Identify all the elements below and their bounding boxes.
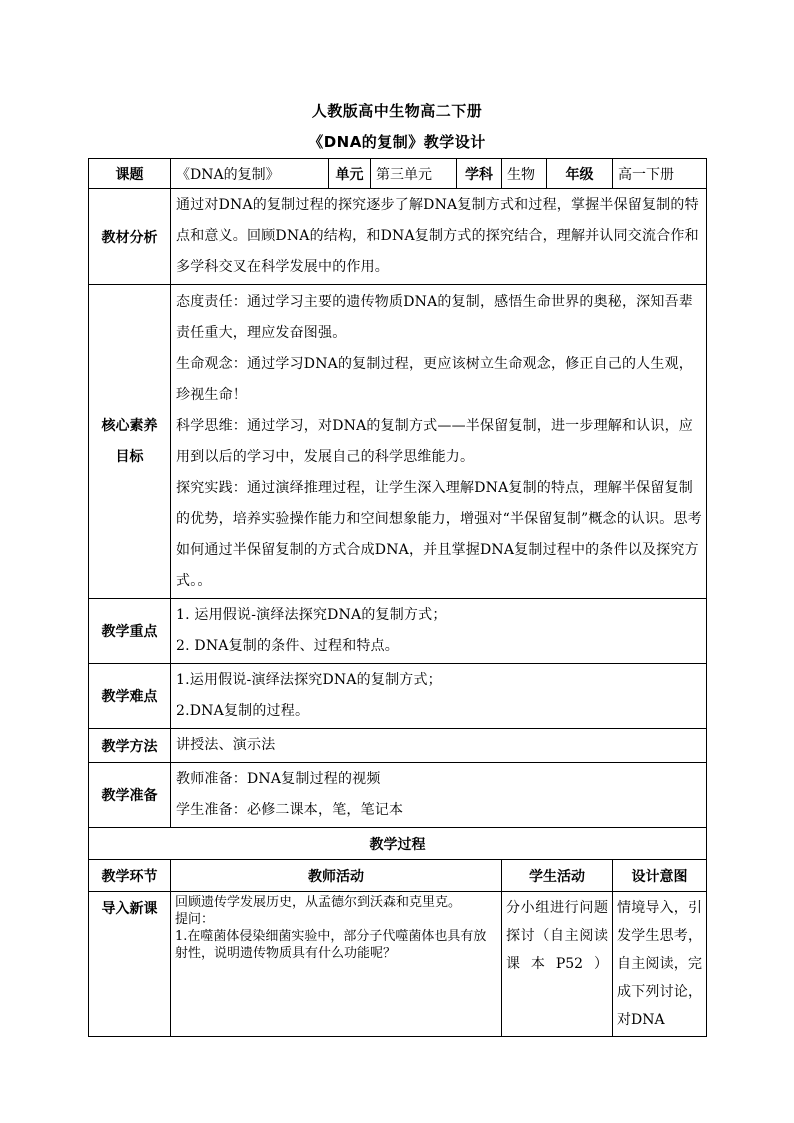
methods-text: 讲授法、演示法 [171,729,707,763]
difficulties-label: 教学难点 [89,664,171,729]
goal-life-concept: 生命观念：通过学习DNA的复制过程，更应该树立生命观念，修正自己的人生观，珍视生命！ [176,355,693,403]
preparation-label: 教学准备 [89,763,171,828]
process-row [89,892,707,1037]
process-teacher-activity: 回顾遗传学发展历史，从孟德尔到沃森和克里克。 提问： 1.在噬菌体侵染细菌实验中，部分子代噬菌体也具有放射性，说明遗传物质具有什么功能呢？ [171,892,502,1037]
lesson-plan-table [88,158,707,1037]
core-goals-row [89,285,707,599]
key-points-text [171,599,707,664]
process-design-intent: 情境导入，引发学生思考，自主阅读，完成下列讨论，对DNA [613,892,707,1037]
unit-label: 单元 [329,159,371,189]
topic-label: 课题 [89,159,171,189]
grade-label: 年级 [547,159,613,189]
material-analysis-row [89,189,707,285]
process-title: 教学过程 [89,828,707,860]
difficulties-text [171,664,707,729]
col-teacher-header: 教师活动 [171,860,502,892]
process-header-row [89,860,707,892]
col-intent-header: 设计意图 [613,860,707,892]
goal-inquiry-practice: 探究实践：通过演绎推理过程，让学生深入理解DNA复制的特点，理解半保留复制的优势，培养实验操作能力和空间想象能力，增强对“半保留复制”概念的认识。思考如何通过半保留复制的方式合成DNA，并且掌握DNA复制过程中的条件以及探究方式。。 [176,479,702,589]
document-subtitle: 《DNA的复制》教学设计 [308,133,486,151]
unit-value: 第三单元 [371,159,457,189]
topic-value: 《DNA的复制》 [171,159,329,189]
grade-value: 高一下册 [613,159,707,189]
subject-label: 学科 [457,159,502,189]
difficulties-row [89,664,707,729]
col-student-header: 学生活动 [502,860,613,892]
course-info-row [89,159,707,189]
material-analysis-label: 教材分析 [89,189,171,285]
difficulty-1: 1.运用假说-演绎法探究DNA的复制方式； [176,672,442,688]
document-title: 人教版高中生物高二下册 [311,102,483,120]
core-goals-label [89,285,171,599]
key-points-row [89,599,707,664]
difficulty-2: 2.DNA复制的过程。 [176,703,310,719]
key-points-label: 教学重点 [89,599,171,664]
subject-value: 生物 [502,159,547,189]
preparation-text [171,763,707,828]
material-analysis-text: 通过对DNA的复制过程的探究逐步了解DNA复制方式和过程，掌握半保留复制的特点和意义。回顾DNA的结构，和DNA复制方式的探究结合，理解并认同交流合作和多学科交叉在科学发展中的作用。 [171,189,707,285]
preparation-row [89,763,707,828]
col-stage-header: 教学环节 [89,860,171,892]
goal-attitude: 态度责任：通过学习主要的遗传物质DNA的复制，感悟生命世界的奥秘，深知吾辈责任重大，理应发奋图强。 [176,293,693,341]
core-goals-label-line1: 核心素养 [101,417,158,434]
process-title-row [89,828,707,860]
process-student-activity: 分小组进行问题探讨（自主阅读课本P52） [502,892,613,1037]
methods-row [89,729,707,763]
student-preparation: 学生准备：必修二课本，笔，笔记本 [176,802,404,818]
goal-scientific-thinking: 科学思维：通过学习，对DNA的复制方式——半保留复制，进一步理解和认识，应用到以后的学习中，发展自己的科学思维能力。 [176,417,693,465]
key-point-1: 1. 运用假说-演绎法探究DNA的复制方式； [176,607,447,623]
methods-label: 教学方法 [89,729,171,763]
core-goals-text [171,285,707,599]
process-stage: 导入新课 [89,892,171,1037]
teacher-preparation: 教师准备：DNA复制过程的视频 [176,771,381,787]
core-goals-label-line2: 目标 [115,448,144,465]
key-point-2: 2. DNA复制的条件、过程和特点。 [176,638,399,654]
